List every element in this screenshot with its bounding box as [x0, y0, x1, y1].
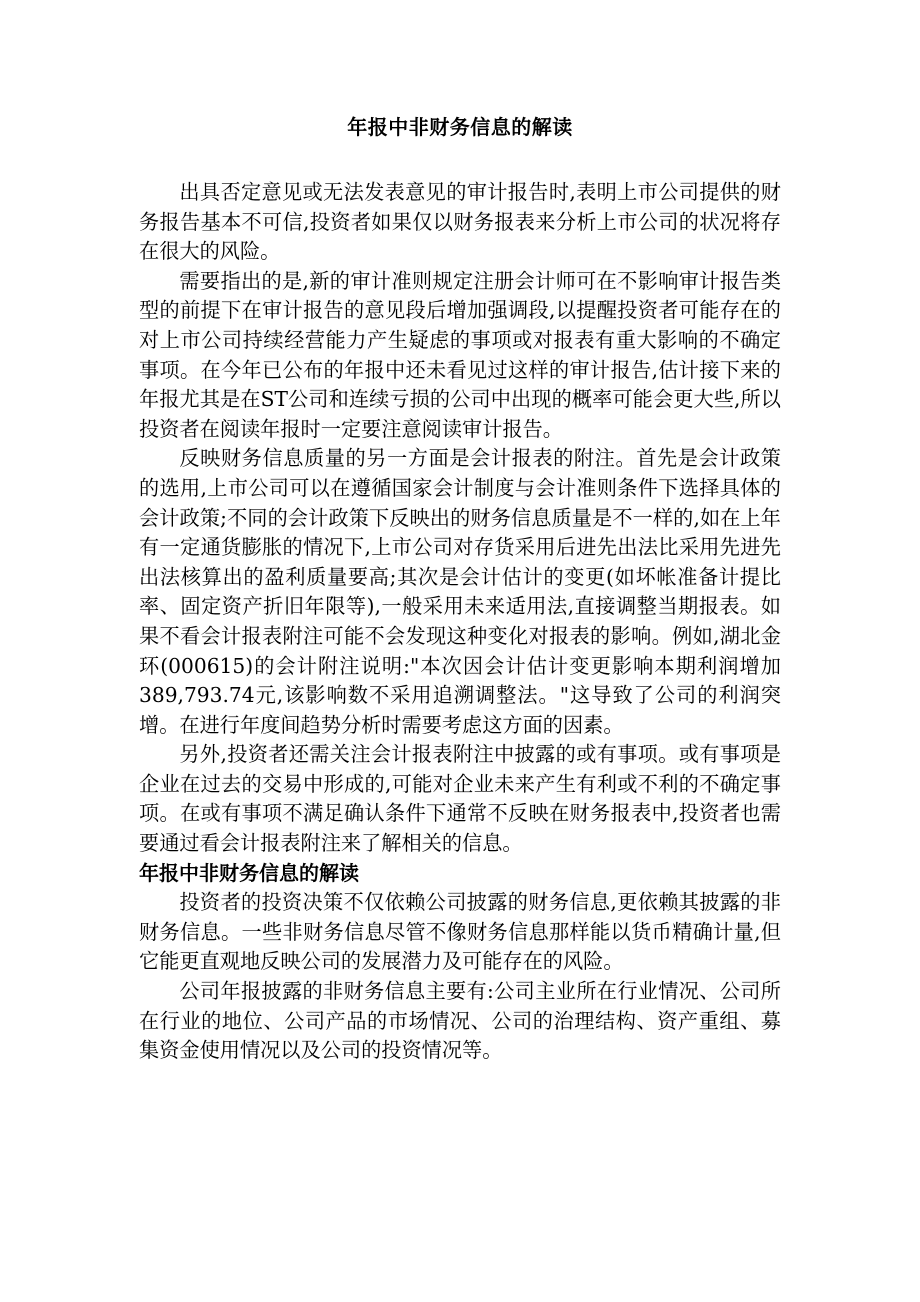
paragraph-nonfinancial-intro: 投资者的投资决策不仅依赖公司披露的财务信息,更依赖其披露的非财务信息。一些非财务信息尽管不像财务信息那样能以货币精确计量,但它能更直观地反映公司的发展潜力及可能存在的风险。	[139, 890, 781, 974]
section-heading: 年报中非财务信息的解读	[139, 860, 359, 885]
document-title: 年报中非财务信息的解读	[347, 115, 573, 139]
paragraph-emphasis-section: 需要指出的是,新的审计准则规定注册会计师可在不影响审计报告类型的前提下在审计报告的意见段后增加强调段,以提醒投资者可能存在的对上市公司持续经营能力产生疑虑的事项或对报表有重大影响的不确定事项。在今年已公布的年报中还未看见过这样的审计报告,估计接下来的年报尤其是在ST公司和连续亏损的公司中出现的概率可能会更大些,所以投资者在阅读年报时一定要注意阅读审计报告。	[139, 268, 781, 441]
paragraph-audit-opinion: 出具否定意见或无法发表意见的审计报告时,表明上市公司提供的财务报告基本不可信,投资者如果仅以财务报表来分析上市公司的状况将存在很大的风险。	[139, 180, 781, 264]
document-page	[139, 112, 781, 1066]
paragraph-accounting-notes: 反映财务信息质量的另一方面是会计报表的附注。首先是会计政策的选用,上市公司可以在遵循国家会计制度与会计准则条件下选择具体的会计政策;不同的会计政策下反映出的财务信息质量是不一样的,如在上年有一定通货膨胀的情况下,上市公司对存货采用后进先出法比采用先进先出法核算出的盈利质量要高;其次是会计估计的变更(如坏帐准备计提比率、固定资产折旧年限等),一般采用未来适用法,直接调整当期报表。如果不看会计报表附注可能不会发现这种变化对报表的影响。例如,湖北金环(000615)的会计附注说明:"本次因会计估计变更影响本期利润增加389,793.74元,该影响数不采用追溯调整法。"这导致了公司的利润突增。在进行年度间趋势分析时需要考虑这方面的因素。	[139, 446, 781, 737]
paragraph-nonfinancial-items: 公司年报披露的非财务信息主要有:公司主业所在行业情况、公司所在行业的地位、公司产品的市场情况、公司的治理结构、资产重组、募集资金使用情况以及公司的投资情况等。	[139, 979, 781, 1063]
paragraph-contingencies: 另外,投资者还需关注会计报表附注中披露的或有事项。或有事项是企业在过去的交易中形成的,可能对企业未来产生有利或不利的不确定事项。在或有事项不满足确认条件下通常不反映在财务报表中,投资者也需要通过看会计报表附注来了解相关的信息。	[139, 742, 781, 856]
